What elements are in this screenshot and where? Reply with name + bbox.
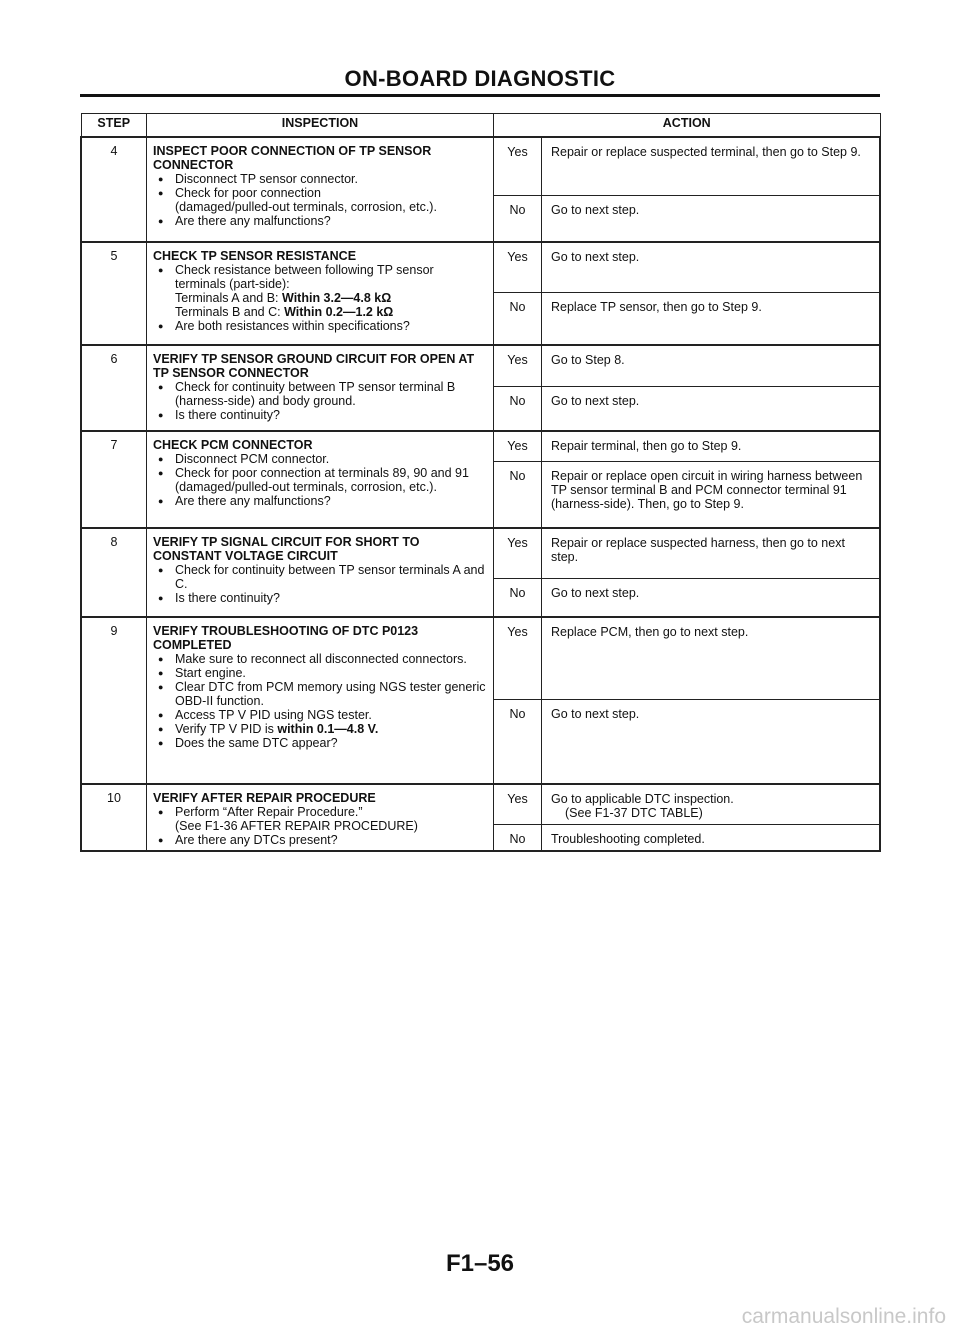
yes-label: Yes: [494, 528, 542, 579]
step-heading: CHECK PCM CONNECTOR: [153, 438, 313, 452]
yes-label: Yes: [494, 242, 542, 293]
step-heading: VERIFY TP SENSOR GROUND CIRCUIT FOR OPEN AT TP SENSOR CONNECTOR: [153, 352, 475, 380]
watermark: carmanualsonline.info: [741, 1305, 946, 1328]
inspection-bullet: ● Clear DTC from PCM memory using NGS tester generic OBD-II function.: [153, 680, 487, 708]
step-inspection: [147, 528, 494, 617]
yes-action: Repair or replace suspected harness, then go to next step.: [542, 528, 881, 579]
yes-label: Yes: [494, 784, 542, 824]
step-number: 10: [81, 784, 147, 851]
title-rule: [80, 94, 880, 97]
step-heading: CHECK TP SENSOR RESISTANCE: [153, 249, 357, 263]
no-action: Troubleshooting completed.: [542, 824, 881, 851]
inspection-bullet: ● Perform “After Repair Procedure.”: [153, 805, 487, 819]
step-number: 6: [81, 345, 147, 431]
no-label: No: [494, 700, 542, 785]
inspection-bullet: ● Is there continuity?: [153, 591, 487, 605]
resistance-spec-bc: Terminals B and C: Within 0.2—1.2 kΩ: [175, 305, 394, 319]
page-title: ON-BOARD DIAGNOSTIC: [344, 66, 616, 91]
table-row: [81, 345, 880, 387]
yes-label: Yes: [494, 617, 542, 700]
no-label: No: [494, 579, 542, 618]
yes-label: Yes: [494, 345, 542, 387]
no-action: Go to next step.: [542, 196, 881, 243]
table-row: [81, 431, 880, 462]
table-row: [81, 137, 880, 196]
inspection-reference: (See F1-36 AFTER REPAIR PROCEDURE): [175, 819, 418, 833]
no-label: No: [494, 462, 542, 529]
step-10-group: [81, 784, 880, 851]
step-heading: VERIFY TP SIGNAL CIRCUIT FOR SHORT TO CONSTANT VOLTAGE CIRCUIT: [153, 535, 420, 563]
step-9-group: [81, 617, 880, 784]
step-heading: VERIFY AFTER REPAIR PROCEDURE: [153, 791, 376, 805]
resistance-spec-ab: Terminals A and B: Within 3.2—4.8 kΩ: [175, 291, 392, 305]
header-step: STEP: [81, 114, 147, 138]
inspection-bullet: ● Check for poor connection at terminals 89, 90 and 91 (damaged/pulled-out terminals, corrosion, etc.).: [153, 466, 487, 494]
step-7-group: [81, 431, 880, 528]
no-label: No: [494, 824, 542, 851]
inspection-bullet: ● Disconnect TP sensor connector.: [153, 172, 487, 186]
yes-action: Repair terminal, then go to Step 9.: [542, 431, 881, 462]
step-6-group: [81, 345, 880, 431]
step-inspection: [147, 431, 494, 528]
no-label: No: [494, 293, 542, 346]
inspection-bullet: ● Are there any DTCs present?: [153, 833, 487, 847]
table-row: [81, 784, 880, 824]
step-heading: VERIFY TROUBLESHOOTING OF DTC P0123 COMPLETED: [153, 624, 419, 652]
step-inspection: [147, 617, 494, 784]
yes-label: Yes: [494, 137, 542, 196]
yes-action: Go to next step.: [542, 242, 881, 293]
inspection-bullet: ● Does the same DTC appear?: [153, 736, 487, 750]
no-label: No: [494, 387, 542, 432]
table-row: [81, 528, 880, 579]
inspection-bullet: ● Are there any malfunctions?: [153, 494, 487, 508]
step-number: 8: [81, 528, 147, 617]
yes-action-reference: (See F1-37 DTC TABLE): [565, 806, 703, 820]
inspection-bullet: ● Disconnect PCM connector.: [153, 452, 487, 466]
diagnostic-table: [80, 113, 881, 852]
page-number: F1–56: [445, 1250, 515, 1277]
inspection-bullet: ● Check for continuity between TP sensor terminals A and C.: [153, 563, 487, 591]
step-number: 7: [81, 431, 147, 528]
inspection-bullet: ● Are both resistances within specifications?: [153, 319, 487, 333]
step-inspection: [147, 784, 494, 851]
step-number: 9: [81, 617, 147, 784]
inspection-bullet: ● Check for poor connection: [153, 186, 487, 200]
inspection-continuation: (damaged/pulled-out terminals, corrosion, etc.).: [175, 200, 437, 214]
no-action: Repair or replace open circuit in wiring harness between TP sensor terminal B and PCM connector terminal 91 (harness-side). Then, go to Step 9.: [542, 462, 881, 529]
yes-action-text: Go to applicable DTC inspection.: [551, 792, 734, 806]
inspection-bullet: ● Check resistance between following TP sensor terminals (part-side):: [153, 263, 487, 291]
step-5-group: [81, 242, 880, 345]
step-inspection: [147, 345, 494, 431]
yes-label: Yes: [494, 431, 542, 462]
step-inspection: [147, 242, 494, 345]
step-inspection: [147, 137, 494, 242]
step-4-group: [81, 137, 880, 242]
no-label: No: [494, 196, 542, 243]
header-inspection: INSPECTION: [147, 114, 494, 138]
inspection-bullet: ● Check for continuity between TP sensor terminal B (harness-side) and body ground.: [153, 380, 487, 408]
no-action: Replace TP sensor, then go to Step 9.: [542, 293, 881, 346]
step-heading: INSPECT POOR CONNECTION OF TP SENSOR CONNECTOR: [153, 144, 432, 172]
table-header-row: [81, 114, 880, 138]
inspection-bullet: ● Start engine.: [153, 666, 487, 680]
inspection-bullet: ● Access TP V PID using NGS tester.: [153, 708, 487, 722]
yes-action: Go to Step 8.: [542, 345, 881, 387]
inspection-bullet: ● Make sure to reconnect all disconnected connectors.: [153, 652, 487, 666]
inspection-bullet: ● Are there any malfunctions?: [153, 214, 487, 228]
table-row: [81, 617, 880, 700]
step-8-group: [81, 528, 880, 617]
no-action: Go to next step.: [542, 579, 881, 618]
inspection-bullet-pid: ● Verify TP V PID is within 0.1—4.8 V.: [153, 722, 487, 736]
table-row: [81, 242, 880, 293]
yes-action: Replace PCM, then go to next step.: [542, 617, 881, 700]
yes-action: Repair or replace suspected terminal, then go to Step 9.: [542, 137, 881, 196]
no-action: Go to next step.: [542, 700, 881, 785]
step-number: 5: [81, 242, 147, 345]
inspection-bullet: ● Is there continuity?: [153, 408, 487, 422]
step-number: 4: [81, 137, 147, 242]
no-action: Go to next step.: [542, 387, 881, 432]
yes-action: [542, 784, 881, 824]
header-action: ACTION: [494, 114, 881, 138]
